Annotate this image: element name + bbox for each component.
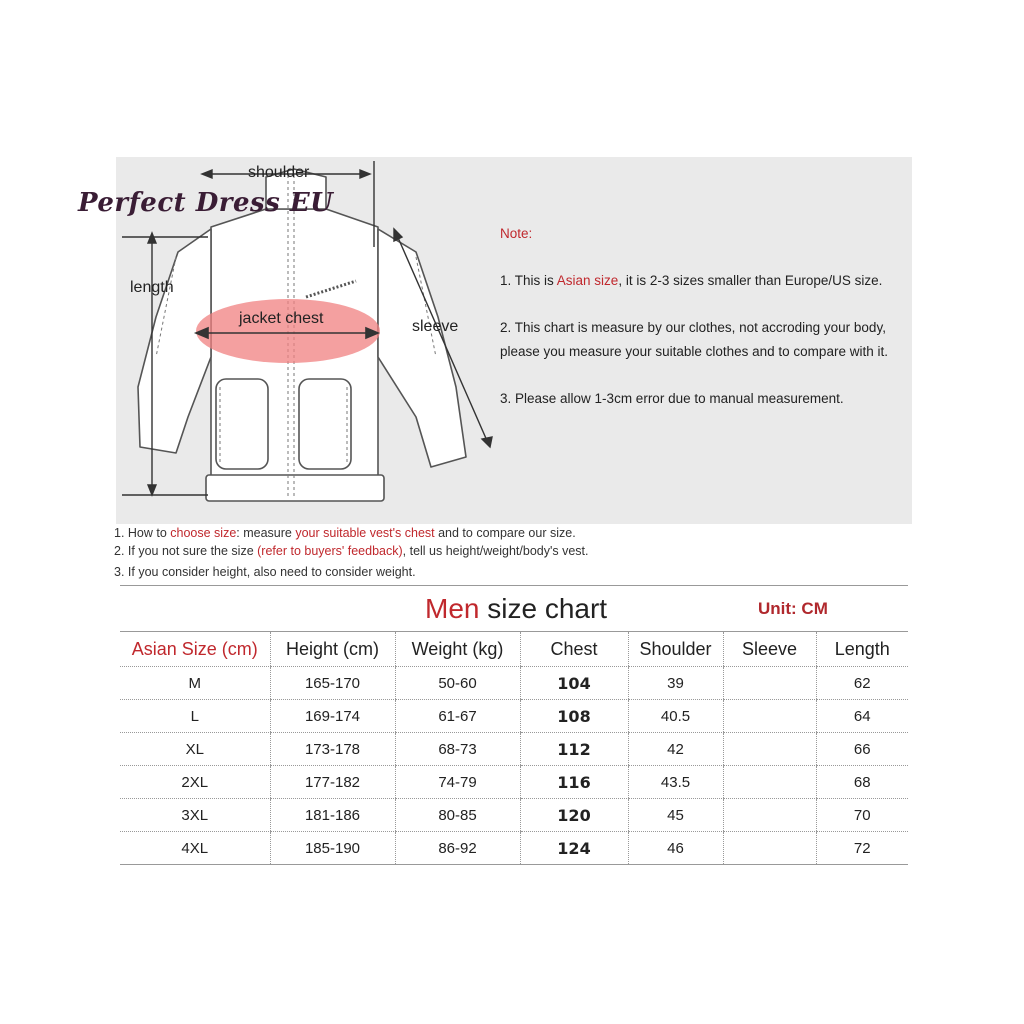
cell-chest: 108 xyxy=(520,700,628,733)
cell-height: 165-170 xyxy=(270,667,395,700)
label-length: length xyxy=(130,279,174,296)
cell-chest: 124 xyxy=(520,832,628,865)
label-shoulder: shoulder xyxy=(248,164,310,181)
cell-sleeve xyxy=(723,766,816,799)
cell-height: 169-174 xyxy=(270,700,395,733)
how-to-choose xyxy=(114,524,588,581)
cell-shoulder: 39 xyxy=(628,667,723,700)
cell-chest: 120 xyxy=(520,799,628,832)
table-row xyxy=(120,832,908,865)
chest-highlight xyxy=(196,299,380,363)
col-shoulder: Shoulder xyxy=(628,632,723,667)
label-jacket-chest: jacket chest xyxy=(239,310,324,327)
table-row xyxy=(120,700,908,733)
cell-weight: 80-85 xyxy=(395,799,520,832)
cell-shoulder: 43.5 xyxy=(628,766,723,799)
cell-length: 62 xyxy=(816,667,908,700)
col-chest: Chest xyxy=(520,632,628,667)
table-header-row xyxy=(120,632,908,667)
notes-title: Note: xyxy=(500,226,533,241)
cell-weight: 50-60 xyxy=(395,667,520,700)
cell-size: 4XL xyxy=(120,832,270,865)
cell-sleeve xyxy=(723,832,816,865)
chart-title: Men size chart xyxy=(425,593,608,624)
note-1: 1. This is Asian size, it is 2-3 sizes smaller than Europe/US size. xyxy=(500,273,883,288)
cell-sleeve xyxy=(723,667,816,700)
cell-length: 70 xyxy=(816,799,908,832)
how-line-2: 2. If you not sure the size (refer to buyers' feedback), tell us height/weight/body's vest. xyxy=(114,544,589,558)
cell-size: 3XL xyxy=(120,799,270,832)
cell-shoulder: 40.5 xyxy=(628,700,723,733)
cell-weight: 61-67 xyxy=(395,700,520,733)
brand-watermark: Perfect Dress EU xyxy=(78,188,334,218)
note-2: 2. This chart is measure by our clothes, not accroding your body, please you measure your suitable clothes and to compare with it. xyxy=(500,320,888,359)
cell-weight: 68-73 xyxy=(395,733,520,766)
cell-length: 68 xyxy=(816,766,908,799)
cell-length: 72 xyxy=(816,832,908,865)
cell-sleeve xyxy=(723,733,816,766)
cell-height: 173-178 xyxy=(270,733,395,766)
col-weight: Weight (kg) xyxy=(395,632,520,667)
jacket-left-sleeve xyxy=(138,229,211,453)
col-sleeve: Sleeve xyxy=(723,632,816,667)
cell-height: 177-182 xyxy=(270,766,395,799)
asian-size-highlight: Asian size xyxy=(556,273,619,288)
how-line-3: 3. If you consider height, also need to consider weight. xyxy=(114,565,416,579)
table-row xyxy=(120,766,908,799)
cell-chest: 112 xyxy=(520,733,628,766)
cell-length: 66 xyxy=(816,733,908,766)
how-line-1: 1. How to choose size: measure your suitable vest's chest and to compare our size. xyxy=(114,526,576,540)
cell-shoulder: 42 xyxy=(628,733,723,766)
cell-size: M xyxy=(120,667,270,700)
cell-size: 2XL xyxy=(120,766,270,799)
unit-label: Unit: CM xyxy=(758,599,828,618)
label-sleeve: sleeve xyxy=(412,318,459,335)
cell-weight: 86-92 xyxy=(395,832,520,865)
col-length: Length xyxy=(816,632,908,667)
col-asian-size: Asian Size (cm) xyxy=(120,632,270,667)
table-row xyxy=(120,799,908,832)
cell-shoulder: 46 xyxy=(628,832,723,865)
cell-chest: 104 xyxy=(520,667,628,700)
table-row xyxy=(120,667,908,700)
cell-size: L xyxy=(120,700,270,733)
note-3: 3. Please allow 1-3cm error due to manual measurement. xyxy=(500,391,844,406)
table-row xyxy=(120,733,908,766)
col-height: Height (cm) xyxy=(270,632,395,667)
cell-height: 185-190 xyxy=(270,832,395,865)
size-table xyxy=(120,631,908,865)
cell-length: 64 xyxy=(816,700,908,733)
cell-shoulder: 45 xyxy=(628,799,723,832)
cell-weight: 74-79 xyxy=(395,766,520,799)
chart-divider xyxy=(120,585,908,586)
jacket-right-sleeve xyxy=(378,229,466,467)
cell-sleeve xyxy=(723,799,816,832)
cell-height: 181-186 xyxy=(270,799,395,832)
cell-chest: 116 xyxy=(520,766,628,799)
cell-size: XL xyxy=(120,733,270,766)
notes-block xyxy=(500,222,910,434)
cell-sleeve xyxy=(723,700,816,733)
